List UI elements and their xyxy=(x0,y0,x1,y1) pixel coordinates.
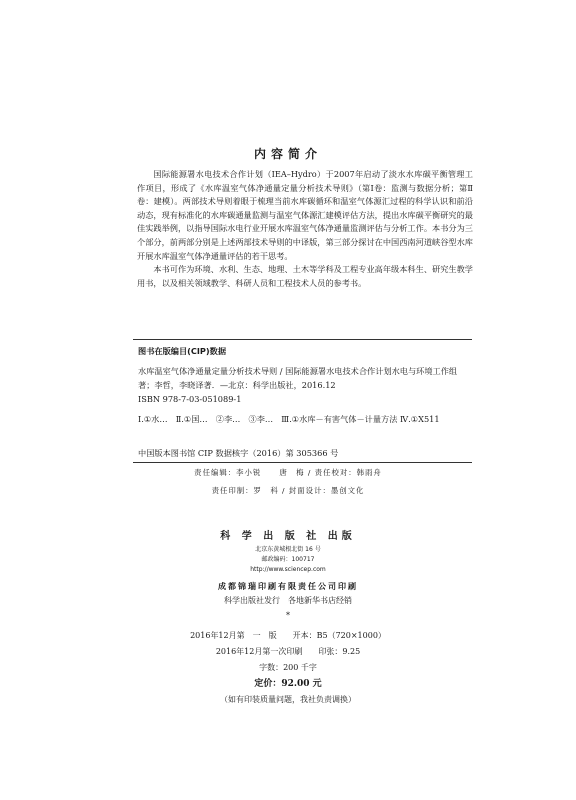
top-divider xyxy=(133,339,472,340)
cip-classification: Ⅰ.①水… Ⅱ.①国… ②李… ③李… Ⅲ.①水库－有害气体－计量方法 Ⅳ.①X511 xyxy=(138,414,440,424)
separator-star: * xyxy=(286,611,290,620)
word-count: 字数：200 千字 xyxy=(259,663,317,672)
printer: 成都锦瑞印刷有限责任公司印刷 xyxy=(218,581,358,591)
cip-title-line: 水库温室气体净通量定量分析技术导则 / 国际能源署水电技术合作计划水电与环境工作组著；李哲，李晓译著．—北京：科学出版社，2016.12 xyxy=(138,366,458,390)
distribution: 科学出版社发行 各地新华书店经销 xyxy=(224,596,352,605)
edition-block xyxy=(0,628,576,708)
proofread-credit: 唐 梅 / 责任校对：韩雨舟 xyxy=(279,468,382,477)
publisher-name: 科 学 出 版 社 出版 xyxy=(220,531,356,542)
cip-heading: 图书在版编目(CIP)数据 xyxy=(138,346,227,356)
publisher-website: http://www.sciencep.com xyxy=(250,566,326,573)
credits xyxy=(0,466,576,498)
summary-paragraph: 本书可作为环境、水利、生态、地理、土木等学科及工程专业高年级本科生、研究生教学用书，以及相关领域教学、科研人员和工程技术人员的参考书。 xyxy=(137,264,473,288)
price: 定价：92.00 元 xyxy=(254,679,322,689)
cip-record-number: 中国版本图书馆 CIP 数据核字（2016）第 305366 号 xyxy=(138,448,339,458)
print-cover-credit: 责任印制：罗 科 / 封面设计：墨创文化 xyxy=(211,486,365,495)
summary-title: 内容简介 xyxy=(253,147,322,161)
cip-block xyxy=(138,364,470,426)
printing-line: 2016年12月第一次印刷 印张：9.25 xyxy=(215,647,361,656)
editor-credit: 责任编辑：李小锐 xyxy=(194,468,262,477)
publisher-postcode: 邮政编码：100717 xyxy=(261,556,315,563)
summary-paragraph: 国际能源署水电技术合作计划（IEA–Hydro）于2007年启动了淡水水库碳平衡管理工作项目，形成了《水库温室气体净通量定量分析技术导则》（第Ⅰ卷：监测与数据分析；第Ⅱ卷：建模）。两部技术导则着眼于梳理当前水库碳循环和温室气体源汇过程的科学认识和前沿动态，现有标准化的水库碳通量监测与温室气体源汇建模评估方法，提出水库碳平衡研究的最佳实践举例，以指导国际水电行业开展水库温室气体净通量监测评估与分析工作。本书分为三个部分，前两部分别是上述两部技术导则的中译版，第三部分探讨在中国西南河道峡谷型水库开展水库温室气体净通量评估的若干思考。 xyxy=(137,169,473,261)
quality-note: （如有印装质量问题，我社负责调换） xyxy=(220,695,356,704)
publisher-address: 北京东黄城根北街 16 号 xyxy=(255,546,321,553)
credits-row xyxy=(0,484,576,498)
cip-record xyxy=(138,446,470,460)
summary-body xyxy=(137,168,473,290)
cip-isbn: ISBN 978-7-03-051089-1 xyxy=(138,394,242,404)
bottom-divider xyxy=(133,462,472,463)
credits-row xyxy=(0,466,576,480)
edition-line: 2016年12月第 一 版 开本：B5（720×1000） xyxy=(190,631,386,640)
